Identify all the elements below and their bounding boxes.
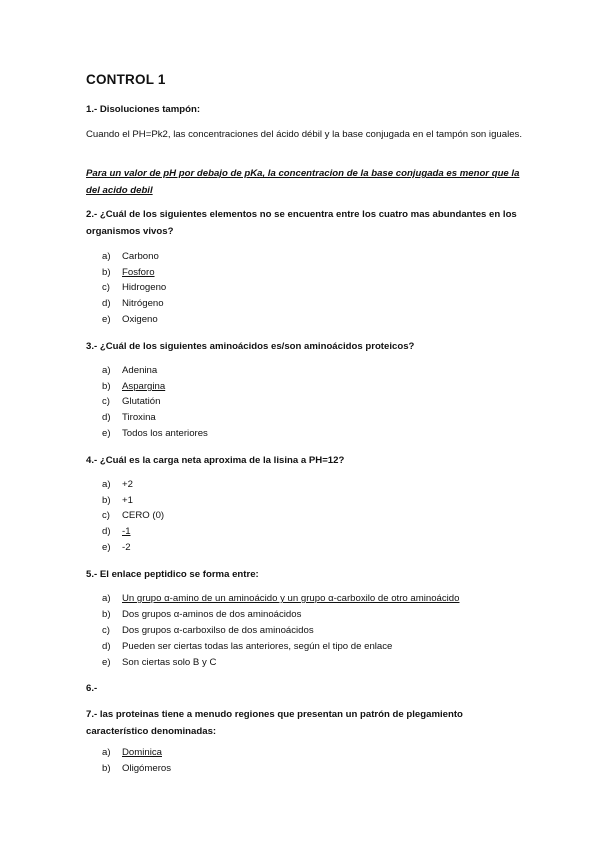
option-text: Glutatión: [122, 396, 161, 407]
option-text: Pueden ser ciertas todas las anteriores, según el tipo de enlace: [122, 641, 393, 652]
question-1-heading: 1.- Disoluciones tampón:: [86, 104, 201, 115]
option-text: +2: [122, 479, 133, 490]
option-text: Hidrogeno: [122, 282, 167, 293]
option-letter: a): [102, 747, 111, 758]
option-text: Carbono: [122, 251, 159, 262]
q3-option-e: [102, 427, 208, 441]
option-text: Oxigeno: [122, 314, 158, 325]
q3-option-c: [102, 395, 160, 409]
option-text: Son ciertas solo B y C: [122, 657, 217, 668]
question-1-answer: Para un valor de pH por debajo de pKa, la concentracion de la base conjugada es menor que la del acido debil: [86, 168, 520, 196]
option-text-selected: Fosforo: [122, 267, 155, 278]
option-text-selected: -1: [122, 526, 131, 537]
option-letter: b): [102, 763, 111, 774]
option-letter: c): [102, 396, 110, 407]
q5-option-a: [102, 592, 459, 606]
option-text: -2: [122, 542, 131, 553]
option-letter: d): [102, 641, 111, 652]
q2-option-d: [102, 297, 164, 311]
option-letter: c): [102, 282, 110, 293]
question-3-heading: 3.- ¿Cuál de los siguientes aminoácidos es/son aminoácidos proteicos?: [86, 341, 415, 352]
question-2-heading: 2.- ¿Cuál de los siguientes elementos no se encuentra entre los cuatro mas abundantes en los organismos vivos?: [86, 209, 517, 237]
option-letter: b): [102, 381, 111, 392]
option-text: Adenina: [122, 365, 158, 376]
q3-option-b: [102, 380, 165, 394]
q5-option-e: [102, 656, 216, 670]
option-text: Tiroxina: [122, 412, 156, 423]
option-letter: a): [102, 593, 111, 604]
question-6-heading: 6.-: [86, 683, 98, 694]
option-text: Oligómeros: [122, 763, 172, 774]
option-text: Dos grupos α-carboxilso de dos aminoácidos: [122, 625, 314, 636]
q2-option-e: [102, 313, 158, 327]
q5-option-d: [102, 640, 392, 654]
q2-option-a: [102, 250, 159, 264]
option-letter: e): [102, 428, 111, 439]
q4-option-a: [102, 478, 133, 492]
option-text: Nitrógeno: [122, 298, 164, 309]
option-letter: e): [102, 542, 111, 553]
q3-option-a: [102, 364, 157, 378]
option-text: CERO (0): [122, 510, 165, 521]
question-7-heading: 7.- las proteinas tiene a menudo regiones que presentan un patrón de plegamiento característico denominadas:: [86, 709, 463, 737]
q2-option-b: [102, 266, 155, 280]
option-letter: e): [102, 314, 111, 325]
q4-option-b: [102, 494, 133, 508]
q7-option-a: [102, 746, 162, 760]
q5-option-b: [102, 608, 301, 622]
option-text: Dos grupos α-aminos de dos aminoácidos: [122, 609, 302, 620]
option-letter: d): [102, 298, 111, 309]
q4-option-c: [102, 509, 164, 523]
option-text-selected: Aspargina: [122, 381, 166, 392]
q5-option-c: [102, 624, 314, 638]
option-letter: b): [102, 495, 111, 506]
option-letter: d): [102, 526, 111, 537]
option-letter: b): [102, 267, 111, 278]
option-letter: c): [102, 625, 110, 636]
q2-option-c: [102, 281, 166, 295]
q3-option-d: [102, 411, 156, 425]
q4-option-e: [102, 541, 131, 555]
option-letter: e): [102, 657, 111, 668]
question-4-heading: 4.- ¿Cuál es la carga neta aproxima de la lisina a PH=12?: [86, 455, 345, 466]
option-letter: a): [102, 479, 111, 490]
option-letter: b): [102, 609, 111, 620]
option-text: Todos los anteriores: [122, 428, 208, 439]
question-1-text: Cuando el PH=Pk2, las concentraciones del ácido débil y la base conjugada en el tampón son iguales.: [86, 129, 523, 140]
option-text: +1: [122, 495, 133, 506]
page-title: CONTROL 1: [86, 72, 166, 87]
q7-option-b: [102, 762, 171, 776]
question-5-heading: 5.- El enlace peptidico se forma entre:: [86, 569, 259, 580]
option-text-selected: Un grupo α-amino de un aminoácido y un grupo α-carboxilo de otro aminoácido: [122, 593, 460, 604]
option-letter: a): [102, 365, 111, 376]
option-letter: d): [102, 412, 111, 423]
option-text-selected: Dominica: [122, 747, 162, 758]
option-letter: a): [102, 251, 111, 262]
option-letter: c): [102, 510, 110, 521]
q4-option-d: [102, 525, 131, 539]
